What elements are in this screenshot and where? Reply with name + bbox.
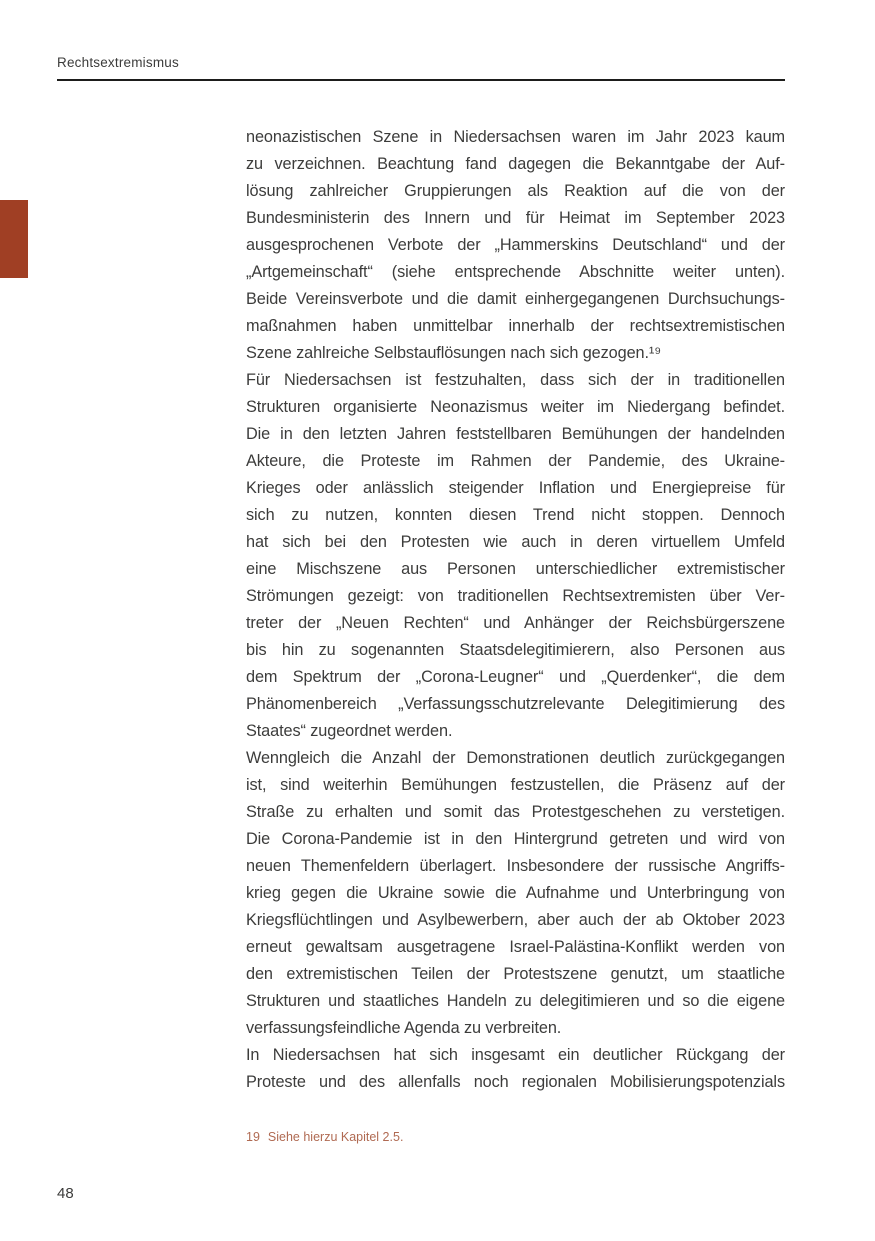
text-line: hat sich bei den Protesten wie auch in deren virtuellem Umfeld — [246, 533, 785, 551]
text-line: neonazistischen Szene in Niedersachsen waren im Jahr 2023 kaum — [246, 128, 785, 146]
text-line: treter der „Neuen Rechten“ und Anhänger der Reichsbürgerszene — [246, 614, 785, 632]
text-line: sich zu nutzen, konnten diesen Trend nicht stoppen. Dennoch — [246, 506, 785, 524]
text-line: Für Niedersachsen ist festzuhalten, dass sich der in traditionellen — [246, 371, 785, 389]
text-line: Straße zu erhalten und somit das Protestgeschehen zu verstetigen. — [246, 803, 785, 821]
footnote-text: Siehe hierzu Kapitel 2.5. — [267, 1130, 404, 1144]
text-line: krieg gegen die Ukraine sowie die Aufnahme und Unterbringung von — [246, 884, 785, 902]
text-line: Strukturen organisierte Neonazismus weiter im Niedergang befindet. — [246, 398, 785, 416]
text-line: Strukturen und staatliches Handeln zu delegitimieren und so die eigene — [246, 992, 785, 1010]
text-line: lösung zahlreicher Gruppierungen als Reaktion auf die von der — [246, 182, 785, 200]
text-line: maßnahmen haben unmittelbar innerhalb der rechtsextremistischen — [246, 317, 785, 335]
text-line: ausgesprochenen Verbote der „Hammerskins Deutschland“ und der — [246, 236, 785, 254]
text-line: Wenngleich die Anzahl der Demonstrationen deutlich zurückgegangen — [246, 749, 785, 767]
header-rule — [57, 79, 785, 81]
text-line: den extremistischen Teilen der Protestszene genutzt, um staatliche — [246, 965, 785, 983]
text-line: Beide Vereinsverbote und die damit einhergegangenen Durchsuchungs- — [246, 290, 785, 308]
text-line: Phänomenbereich „Verfassungsschutzrelevante Delegitimierung des — [246, 695, 785, 713]
text-line: Die Corona-Pandemie ist in den Hintergrund getreten und wird von — [246, 830, 785, 848]
text-line: Die in den letzten Jahren feststellbaren Bemühungen der handelnden — [246, 425, 785, 443]
text-line: Staates“ zugeordnet werden. — [246, 722, 453, 740]
text-line: Akteure, die Proteste im Rahmen der Pandemie, des Ukraine- — [246, 452, 785, 470]
paragraph — [246, 745, 785, 1042]
text-line: neuen Themenfeldern überlagert. Insbesondere der russische Angriffs- — [246, 857, 785, 875]
paragraph — [246, 367, 785, 745]
chapter-edge-marker — [0, 200, 28, 278]
text-line: Proteste und des allenfalls noch regionalen Mobilisierungspotenzials — [246, 1073, 785, 1091]
body-text — [246, 124, 785, 1096]
text-line: Strömungen gezeigt: von traditionellen Rechtsextremisten über Ver- — [246, 587, 785, 605]
text-line: erneut gewaltsam ausgetragene Israel-Palästina-Konflikt werden von — [246, 938, 785, 956]
text-line: dem Spektrum der „Corona-Leugner“ und „Querdenker“, die dem — [246, 668, 785, 686]
footnote — [246, 1129, 403, 1145]
text-line: bis hin zu sogenannten Staatsdelegitimierern, also Personen aus — [246, 641, 785, 659]
text-line: In Niedersachsen hat sich insgesamt ein deutlicher Rückgang der — [246, 1046, 785, 1064]
text-line: verfassungsfeindliche Agenda zu verbreiten. — [246, 1019, 562, 1037]
paragraph — [246, 124, 785, 367]
text-line: Krieges oder anlässlich steigender Inflation und Energiepreise für — [246, 479, 785, 497]
running-header: Rechtsextremismus — [57, 55, 179, 70]
text-line: ist, sind weiterhin Bemühungen festzustellen, die Präsenz auf der — [246, 776, 785, 794]
text-line: Kriegsflüchtlingen und Asylbewerbern, aber auch der ab Oktober 2023 — [246, 911, 785, 929]
paragraph — [246, 1042, 785, 1096]
page-number: 48 — [57, 1185, 74, 1202]
text-line: eine Mischszene aus Personen unterschiedlicher extremistischer — [246, 560, 785, 578]
text-line: Bundesministerin des Innern und für Heimat im September 2023 — [246, 209, 785, 227]
text-line: zu verzeichnen. Beachtung fand dagegen die Bekanntgabe der Auf- — [246, 155, 785, 173]
text-line: Szene zahlreiche Selbstauflösungen nach sich gezogen.¹⁹ — [246, 344, 662, 362]
text-line: „Artgemeinschaft“ (siehe entsprechende Abschnitte weiter unten). — [246, 263, 785, 281]
footnote-number: 19 — [246, 1130, 260, 1144]
